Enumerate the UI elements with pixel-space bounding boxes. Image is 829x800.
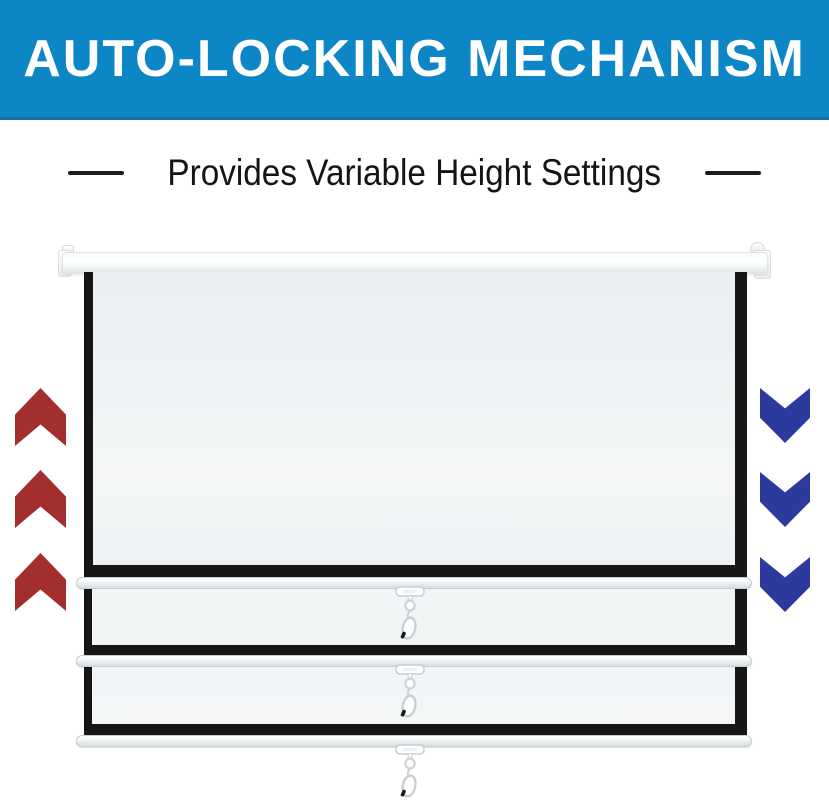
chevron-up-icon xyxy=(15,553,66,611)
chevron-down-icon xyxy=(760,557,810,612)
chevron-up-icon xyxy=(15,388,66,446)
screen-position-1 xyxy=(84,272,747,578)
housing-bar xyxy=(62,252,768,274)
pull-cord-hook-icon xyxy=(388,744,432,798)
pull-cord-hook-icon xyxy=(388,664,432,718)
chevron-up-icon xyxy=(15,470,66,528)
chevron-down-icon xyxy=(760,472,810,527)
pull-cord-hook-icon xyxy=(388,586,432,640)
chevron-down-icon xyxy=(760,388,810,443)
tagline-text: Provides Variable Height Settings xyxy=(167,152,662,193)
banner-title: AUTO-LOCKING MECHANISM xyxy=(23,29,806,88)
